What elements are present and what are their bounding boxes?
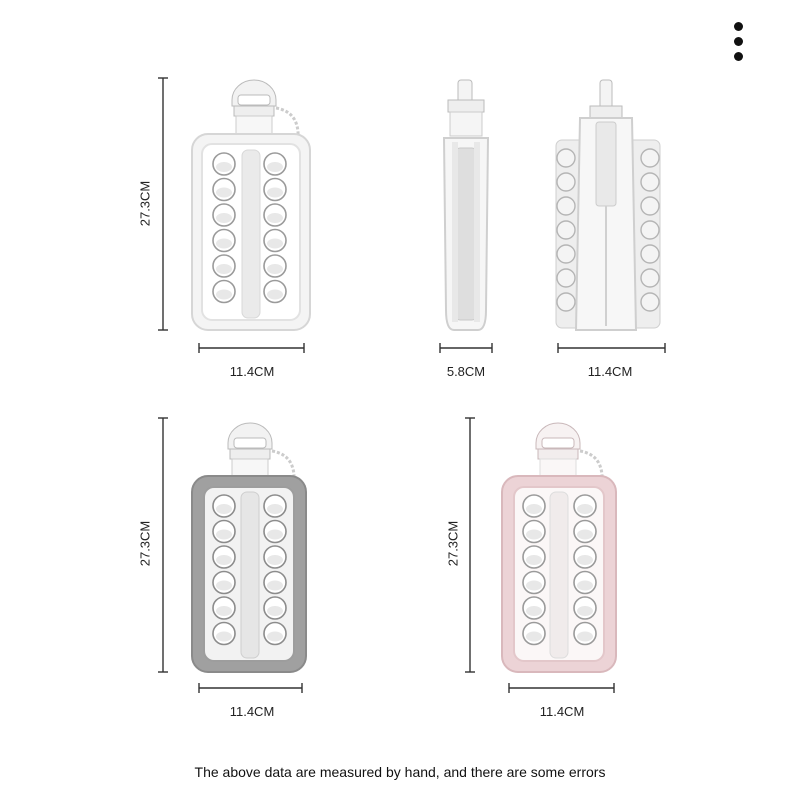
bottle-front-pink (502, 423, 616, 672)
width-label-white: 11.4CM (229, 364, 275, 379)
ice-cell-shade (526, 632, 542, 642)
back-ice-ball (641, 245, 659, 263)
ice-cell-shade (216, 606, 232, 616)
disclaimer-caption: The above data are measured by hand, and there are some errors (194, 764, 606, 780)
ice-cell-shade (526, 504, 542, 514)
ice-cell-shade (216, 162, 232, 172)
ice-cell-shade (267, 188, 283, 198)
bottle-side-view (444, 80, 488, 330)
back-ice-ball (557, 221, 575, 239)
ice-cell-shade (216, 213, 232, 223)
ice-cell-shade (216, 581, 232, 591)
back-ice-ball (641, 197, 659, 215)
width-label-gray: 11.4CM (229, 704, 275, 719)
ice-cell-shade (267, 555, 283, 565)
ice-cell-shade (267, 632, 283, 642)
ice-cell-shade (216, 290, 232, 300)
back-ice-ball (641, 269, 659, 287)
ice-cell-shade (267, 504, 283, 514)
ice-cell-shade (216, 555, 232, 565)
back-ice-ball (641, 149, 659, 167)
ice-cell-shade (577, 606, 593, 616)
back-ice-ball (641, 173, 659, 191)
back-ice-ball (641, 221, 659, 239)
back-ice-ball (557, 245, 575, 263)
back-ice-ball (557, 197, 575, 215)
back-ice-ball (557, 149, 575, 167)
ice-cell-shade (216, 504, 232, 514)
back-ice-ball (557, 269, 575, 287)
width-label-back: 11.4CM (587, 364, 633, 379)
width-label-side: 5.8CM (446, 364, 486, 379)
back-ice-ball (641, 293, 659, 311)
ice-cell-shade (267, 213, 283, 223)
ice-cell-shade (267, 239, 283, 249)
height-label-pink: 27.3CM (445, 520, 461, 567)
ice-cell-shade (577, 632, 593, 642)
width-label-pink: 11.4CM (539, 704, 585, 719)
bottle-front-white (192, 80, 310, 330)
ice-cell-shade (267, 606, 283, 616)
ice-cell-shade (577, 504, 593, 514)
ice-cell-shade (526, 581, 542, 591)
bottle-front-gray (192, 423, 306, 672)
back-ice-ball (557, 173, 575, 191)
bottle-back-view (556, 80, 660, 330)
ice-cell-shade (267, 290, 283, 300)
ice-cell-shade (216, 188, 232, 198)
ice-cell-shade (526, 606, 542, 616)
height-label-gray: 27.3CM (137, 520, 153, 567)
ice-cell-shade (216, 632, 232, 642)
ice-cell-shade (216, 530, 232, 540)
back-ice-ball (557, 293, 575, 311)
ice-cell-shade (267, 530, 283, 540)
ice-cell-shade (267, 264, 283, 274)
height-label-white: 27.3CM (137, 180, 153, 227)
ice-cell-shade (267, 162, 283, 172)
ice-cell-shade (526, 530, 542, 540)
ice-cell-shade (526, 555, 542, 565)
ice-cell-shade (216, 264, 232, 274)
ice-cell-shade (216, 239, 232, 249)
ice-cell-shade (577, 581, 593, 591)
ice-cell-shade (577, 530, 593, 540)
ice-cell-shade (267, 581, 283, 591)
ice-cell-shade (577, 555, 593, 565)
